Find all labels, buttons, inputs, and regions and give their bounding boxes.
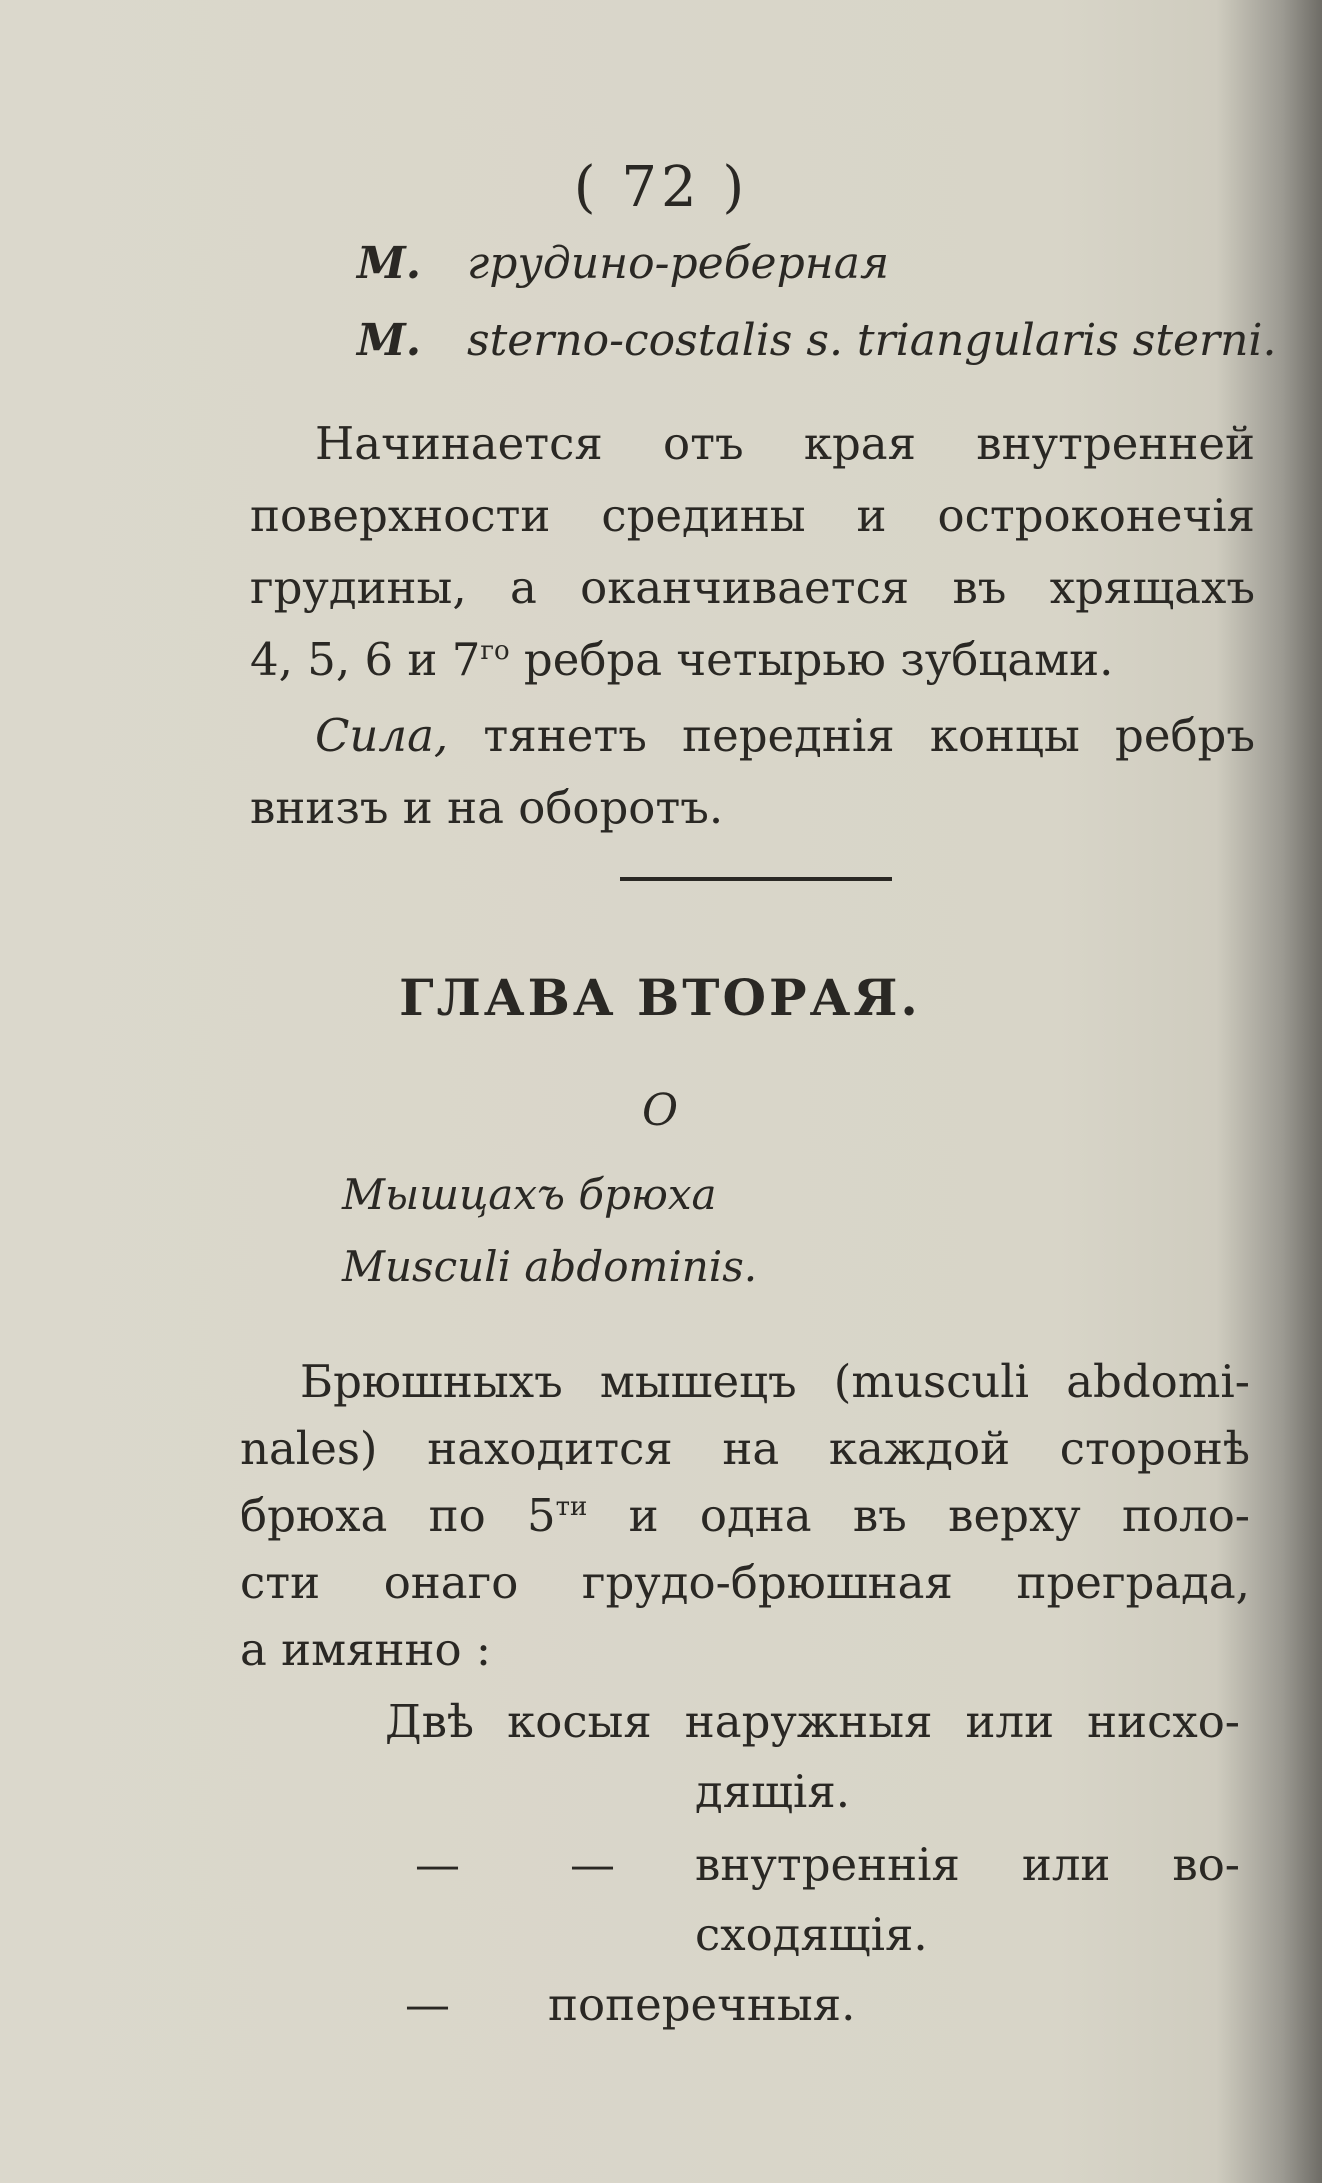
paragraph-origin-line-3: грудины, а оканчивается въ хрящахъ xyxy=(250,561,1255,614)
paragraph-abdominal-line-1: Брюшныхъ мышецъ (musculi abdomi- xyxy=(300,1355,1250,1408)
paragraph-abdominal-line-2: nales) находится на каждой сторонѣ xyxy=(240,1422,1250,1475)
paragraph-origin xyxy=(250,408,1255,696)
paragraph-abdominal-line-5: а имянно : xyxy=(240,1623,492,1676)
list-item-external: Двѣ косыя наружныя или нисхо- xyxy=(385,1695,1240,1748)
paragraph-abdominal xyxy=(240,1348,1250,1683)
page-number: ( 72 ) xyxy=(573,155,749,220)
chapter-preposition: О xyxy=(641,1085,679,1136)
muscle-russian-name xyxy=(357,238,889,289)
chapter-subtitle-russian: Мышцахъ брюха xyxy=(342,1170,717,1219)
paragraph-action-line-2: внизъ и на оборотъ. xyxy=(250,781,724,834)
paragraph-action xyxy=(250,700,1255,844)
emphasis-word: Сила, xyxy=(315,709,449,762)
paragraph-origin-line-4: 4, 5, 6 и $7^{го}$ ребра четырью зубцами. xyxy=(250,633,1114,686)
muscle-russian-prefix: M. xyxy=(357,238,422,289)
paragraph-origin-line-2: поверхности средины и остроконечія xyxy=(250,489,1255,542)
list-dash: — xyxy=(415,1838,460,1891)
paragraph-abdominal-line-3: брюха по $5^{ти}$ и одна въ верху поло- xyxy=(240,1489,1251,1542)
chapter-subtitle-latin: Musculi abdominis. xyxy=(342,1242,758,1291)
list-dash: — xyxy=(405,1978,450,2031)
paragraph-origin-line-1: Начинается отъ края внутренней xyxy=(315,417,1255,470)
paragraph-action-line-1: Сила, тянетъ переднія концы ребръ xyxy=(315,709,1255,762)
list-item-external-cont: дящія. xyxy=(695,1765,851,1818)
paragraph-abdominal-line-4: сти онаго грудо-брюшная преграда, xyxy=(240,1556,1250,1609)
list-item-internal: внутреннія или во- xyxy=(695,1838,1240,1891)
muscle-latin-prefix: M. xyxy=(357,315,422,366)
muscle-latin-text: sterno-costalis s. triangularis sterni. xyxy=(467,315,1277,366)
section-divider xyxy=(620,877,892,881)
chapter-title: ГЛАВА ВТОРАЯ. xyxy=(399,968,921,1027)
list-dash: — xyxy=(570,1838,615,1891)
list-item-transverse: поперечныя. xyxy=(548,1978,856,2031)
list-item-internal-cont: сходящія. xyxy=(695,1908,928,1961)
muscle-latin-name xyxy=(357,315,1277,366)
muscle-russian-text: грудино-реберная xyxy=(467,238,890,289)
